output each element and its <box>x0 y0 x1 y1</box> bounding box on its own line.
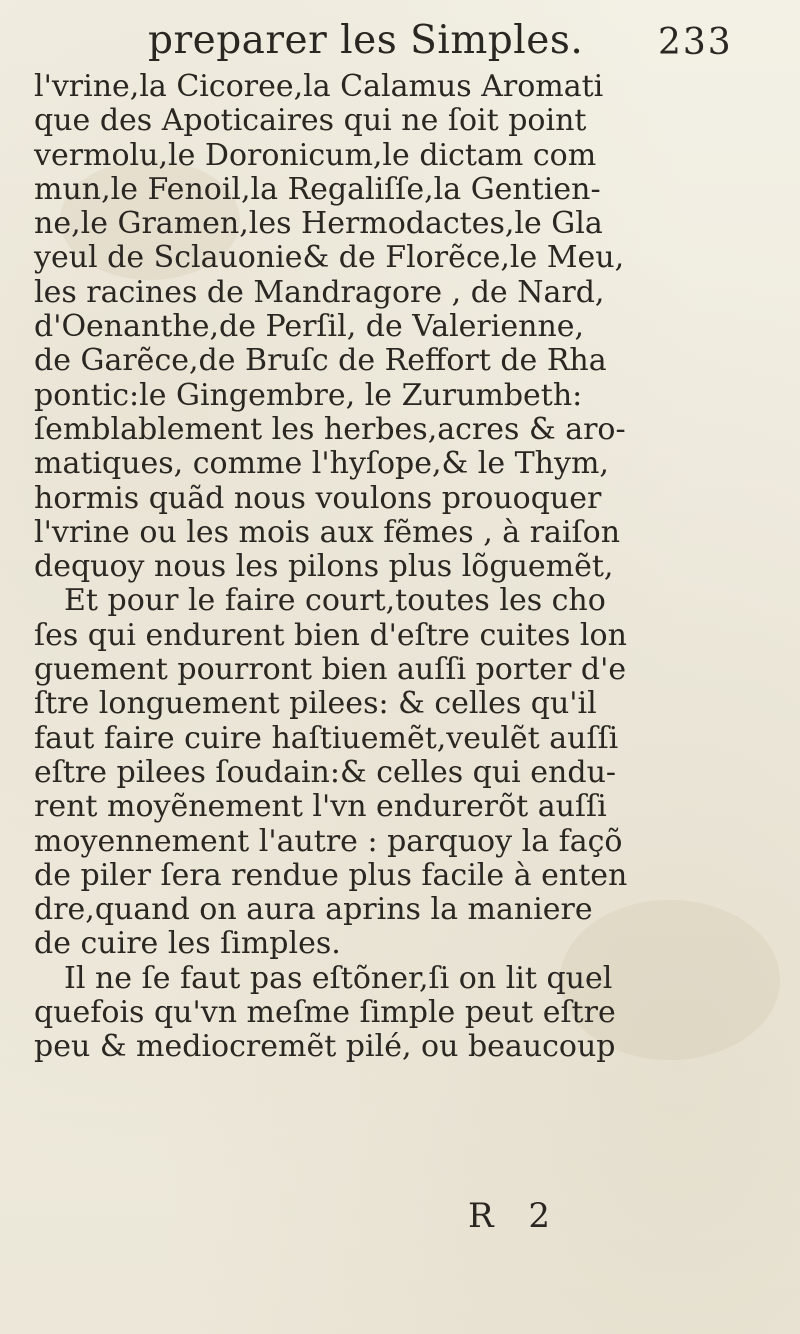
text-line: ſes qui endurent bien d'eſtre cuites lon <box>34 617 627 653</box>
text-line: yeul de Sclauonie& de Florẽce,le Meu, <box>34 240 625 276</box>
text-line: quefois qu'vn meſme ſimple peut eſtre <box>34 995 616 1031</box>
running-title: preparer les Simples. <box>148 18 584 63</box>
text-line: rent moyẽnement l'vn endurerõt auſſi <box>34 789 607 825</box>
text-line: l'vrine,la Cicoree,la Calamus Aromati <box>34 69 604 104</box>
text-line: ne,le Gramen,les Hermodactes,le Gla <box>34 206 603 242</box>
text-line: pontic:le Gingembre, le Zurumbeth: <box>34 377 583 413</box>
text-line: moyennement l'autre : parquoy la façõ <box>34 823 623 859</box>
text-line: les racines de Mandragore , de Nard, <box>34 274 605 310</box>
text-line: de cuire les ſimples. <box>34 926 341 962</box>
signature-text: R 2 <box>468 1196 563 1236</box>
body-text <box>34 70 754 1065</box>
text-line: mun,le Fenoil,la Regaliſſe,la Gentien- <box>34 171 601 207</box>
signature-mark <box>0 1196 800 1246</box>
text-line: peu & mediocremẽt pilé, ou beaucoup <box>34 1029 616 1065</box>
text-line: Et pour le faire court,toutes les cho <box>64 583 606 619</box>
text-line: dre,quand on aura aprins la maniere <box>34 892 593 928</box>
text-line: de Garẽce,de Bruſc de Reffort de Rha <box>34 343 607 379</box>
text-line: ſtre longuement pilees: & celles qu'il <box>34 686 597 722</box>
text-line: que des Apoticaires qui ne ſoit point <box>34 103 587 139</box>
text-line: vermolu,le Doronicum,le dictam com <box>34 137 597 173</box>
text-line: Il ne ſe faut pas eſtõner,ſi on lit quel <box>64 960 613 996</box>
text-line: l'vrine ou les mois aux fẽmes , à raiſon <box>34 514 621 550</box>
text-line: d'Oenanthe,de Perſil, de Valerienne, <box>34 309 585 345</box>
text-line: eſtre pilees ſoudain:& celles qui endu- <box>34 754 617 790</box>
text-line: hormis quãd nous voulons prouoquer <box>34 480 602 516</box>
text-line: guement pourront bien auſſi porter d'e <box>34 652 627 688</box>
text-line: faut faire cuire haſtiuemẽt,veulẽt auſſi <box>34 720 619 756</box>
text-line: dequoy nous les pilons plus lõguemẽt, <box>34 549 614 585</box>
text-line: ſemblablement les herbes,acres & aro- <box>34 411 626 447</box>
page-number: 233 <box>658 22 733 63</box>
text-line: matiques, comme l'hyſope,& le Thym, <box>34 446 609 482</box>
text-line: de piler ſera rendue plus facile à enten <box>34 857 628 893</box>
